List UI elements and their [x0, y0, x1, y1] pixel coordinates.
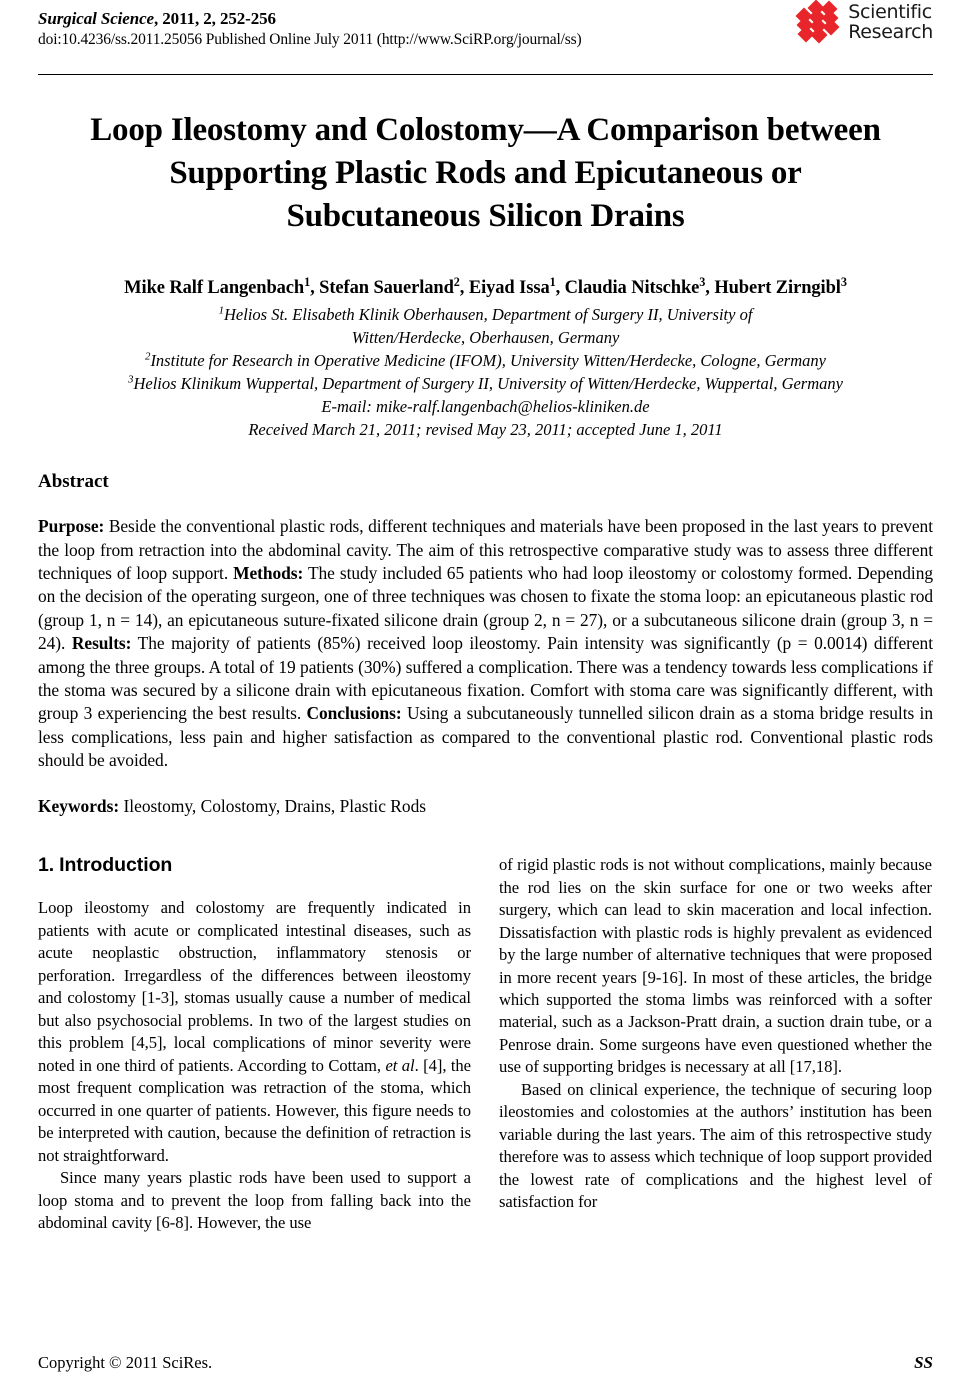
latin-abbrev: et al	[385, 1055, 415, 1075]
author-affil-marker: 3	[840, 274, 847, 289]
affiliation-text: Institute for Research in Operative Medicine (IFOM), University Witten/Herdecke, Cologne, Germany	[150, 350, 826, 370]
page-title: Loop Ileostomy and Colostomy—A Comparison between Supporting Plastic Rods and Epicutaneous or Subcutaneous Silicon Drains	[90, 112, 881, 234]
affiliation-text: Helios St. Elisabeth Klinik Oberhausen, Department of Surgery II, University of	[224, 304, 753, 324]
author-list	[38, 276, 933, 301]
page-footer	[38, 1353, 933, 1373]
affiliation-2	[98, 349, 873, 372]
copyright-notice: Copyright © 2011 SciRes.	[38, 1353, 213, 1372]
column-right	[499, 854, 932, 1235]
affiliation-1	[98, 303, 873, 326]
paragraph: Since many years plastic rods have been used to support a loop stoma and to prevent the loop from falling back into the abdominal cavity [6-8]. However, the use	[38, 1168, 471, 1233]
author-affil-marker: 3	[699, 274, 706, 289]
column-left	[38, 854, 471, 1235]
paragraph: of rigid plastic rods is not without complications, mainly because the rod lies on the skin surface for one or two weeks after surgery, which can lead to skin maceration and local infection. Dissatisfaction with plastic rods is highly prevalent as evidenced by the large number of alternative techniques that were proposed in more recent years [9-16]. In most of these articles, the bridge which supported the stoma limbs was reinforced with a softer material, such as a Jackson-Pratt drain, a suction drain tube, or a Penrose drain. Some surgeons have even questioned whether the use of supporting bridges is necessary at all [17,18].	[499, 855, 932, 1077]
abstract-results-label: Results:	[71, 633, 132, 654]
corresponding-email[interactable]	[98, 395, 873, 418]
paragraph-text: Loop ileostomy and colostomy are frequently indicated in patients with acute or complicated intestinal diseases, such as acute neoplastic obstruction, inflammatory stenosis or perforation. Irregardless of the differences between ileostomy and colostomy [1-3], stomas usually cause a number of medical but also psychosocial problems. In two of the largest studies on this problem [4,5], local complications of minor severity were noted in one third of patients. According to Cottam,	[38, 898, 471, 1075]
section-number: 1.	[38, 854, 55, 877]
abstract-conclusions-label: Conclusions:	[306, 703, 402, 724]
submission-dates: Received March 21, 2011; revised May 23, 2011; accepted June 1, 2011	[248, 420, 723, 440]
affiliation-1-cont: Witten/Herdecke, Oberhausen, Germany	[351, 327, 620, 347]
logo-line-2: Research	[848, 21, 933, 43]
abstract-purpose-label: Purpose:	[38, 516, 105, 537]
journal-name: Surgical Science	[38, 9, 154, 28]
scientific-research-logo	[794, 2, 933, 44]
author-name: , Hubert Zirngibl	[705, 277, 841, 298]
journal-volume: , 2011, 2, 252-256	[153, 9, 276, 28]
author-name: , Claudia Nitschke	[555, 277, 700, 298]
affiliation-marker: 1	[218, 304, 225, 317]
section-heading-introduction	[38, 854, 471, 877]
abstract-body	[38, 515, 933, 772]
affiliation-marker: 3	[128, 373, 134, 386]
affiliation-3	[98, 372, 873, 395]
logo-line-1: Scientific	[848, 1, 932, 24]
affiliation-marker: 2	[145, 350, 151, 363]
keywords-value: Ileostomy, Colostomy, Drains, Plastic Rods	[119, 795, 427, 816]
author-affil-marker: 2	[453, 274, 460, 289]
journal-abbreviation: SS	[914, 1353, 933, 1372]
doi-line: doi:10.4236/ss.2011.25056 Published Online July 2011 (http://www.SciRP.org/journal/ss)	[38, 31, 582, 49]
paragraph	[38, 897, 471, 1167]
abstract-methods-label: Methods:	[233, 563, 304, 584]
author-name: , Eiyad Issa	[459, 277, 550, 298]
abstract-methods-text: The study included 65 patients who had loop ileostomy or colostomy formed. Depending on the decision of the operating surgeon, one of three techniques was chosen to fixate the stoma loop: an epicutaneous plastic rod (group 1, n = 14), an epicutaneous suture-fixated silicone drain (group 2, n = 27), or a subcutaneous silicone drain (group 3, n = 24).	[38, 563, 933, 654]
abstract-heading: Abstract	[38, 471, 109, 493]
affiliations	[38, 303, 933, 442]
logo-wordmark	[848, 3, 933, 43]
abstract-results-text: The majority of patients (85%) received loop ileostomy. Pain intensity was significantly (p = 0.0014) different among the three groups. A total of 19 patients (30%) suffered a complication. There was a tendency towards less complications if the stoma was secured by a silicone drain with epicutaneous fixation. Comfort with stoma care was significantly different, with group 3 experiencing the best results.	[38, 633, 933, 724]
diamond-grid-icon	[794, 2, 842, 44]
email-address[interactable]: : mike-ralf.langenbach@helios-kliniken.de	[366, 397, 650, 417]
author-name: , Stefan Sauerland	[310, 277, 454, 298]
email-label: E-mail	[321, 397, 367, 417]
masthead	[38, 0, 933, 70]
abstract-purpose-text: Beside the conventional plastic rods, different techniques and materials have been proposed in the last years to prevent the loop from retraction into the abdominal cavity. The aim of this retrospective comparative study was to assess three different techniques of loop support.	[38, 516, 933, 584]
author-affil-marker: 1	[549, 274, 556, 289]
paragraph-text-cont: . [4], the most frequent complication was retraction of the stoma, which occurred in one quarter of patients. However, this figure needs to be interpreted with caution, because the definition of retraction is not straightforward.	[38, 1055, 471, 1165]
keywords-label: Keywords:	[38, 795, 120, 816]
body-columns	[38, 854, 933, 1235]
masthead-divider	[38, 74, 933, 75]
author-affil-marker: 1	[304, 274, 311, 289]
affiliation-text: Helios Klinikum Wuppertal, Department of Surgery II, University of Witten/Herdecke, Wuppertal, Germany	[133, 373, 843, 393]
section-title: Introduction	[59, 854, 173, 877]
author-name: Mike Ralf Langenbach	[124, 277, 305, 298]
keywords-line	[38, 795, 933, 818]
paragraph: Based on clinical experience, the technique of securing loop ileostomies and colostomies at the authors’ institution has been variable during the last years. The aim of this retrospective study therefore was to assess which technique of loop support provided the lowest rate of complications and the highest level of satisfaction for	[499, 1079, 932, 1212]
abstract-conclusions-text: Using a subcutaneously tunnelled silicon drain as a stoma bridge results in less complications, less pain and higher satisfaction as compared to the conventional plastic rod. Conventional plastic rods should be avoided.	[38, 703, 933, 771]
